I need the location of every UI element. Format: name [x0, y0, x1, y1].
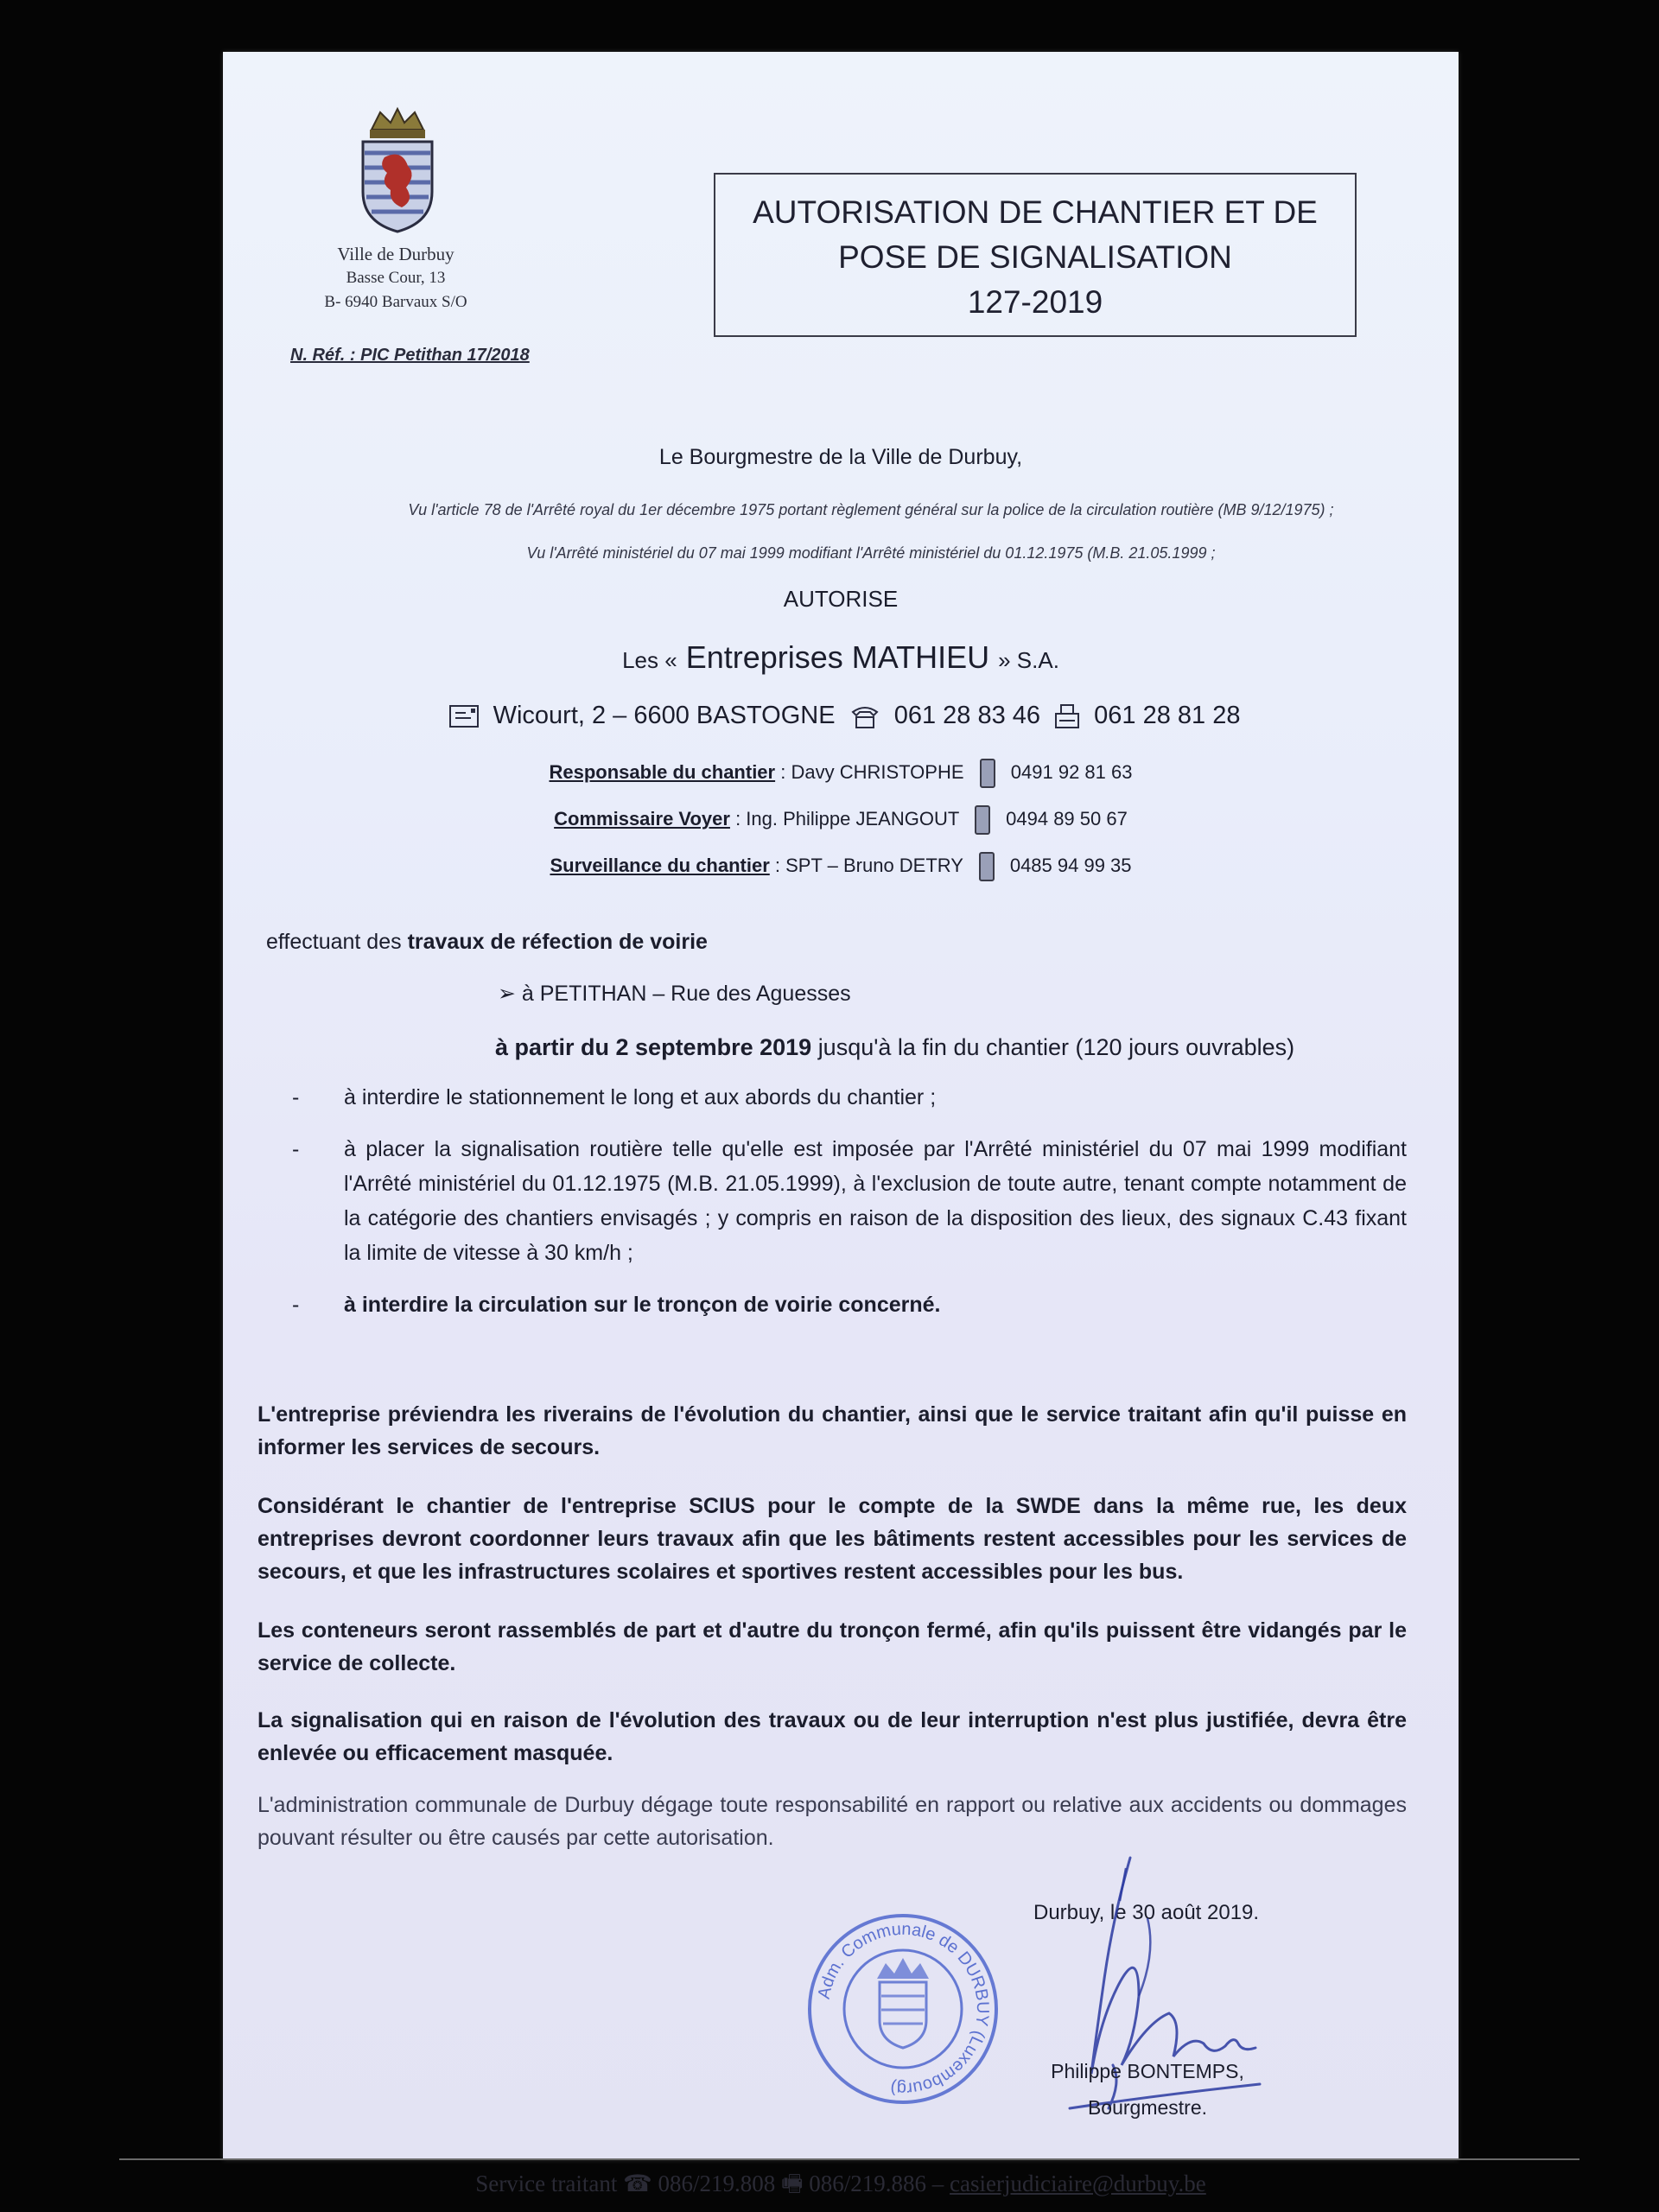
condition-text: à placer la signalisation routière telle qu'elle est imposée par l'Arrêté ministériel du 07 mai 1999 modifiant l'Arrêté ministériel du 01.12.1975 (M.B. 21.05.1999), à l'exclusion de toute autre, tenant compte notamment de la catégorie des chantiers envisagés ; y compris en raison de la disposition des lieux, des signaux C.43 fixant la limite de vitesse à 30 km/h ; — [344, 1137, 1407, 1265]
paragraph-conteneurs: Les conteneurs seront rassemblés de part et d'autre du tronçon fermé, afin qu'ils puissent être vidangés par le service de collecte. — [257, 1618, 1407, 1675]
condition-text: à interdire la circulation sur le tronçon de voirie concerné. — [344, 1293, 941, 1317]
footer-divider — [119, 2158, 1580, 2160]
city-address-line2: B- 6940 Barvaux S/O — [324, 293, 467, 311]
legal-basis-1: Vu l'article 78 de l'Arrêté royal du 1er décembre 1975 portant règlement général sur la police de la circulation routière (MB 9/12/1975) ; — [408, 501, 1334, 518]
company-name: Entreprises MATHIEU — [685, 639, 990, 675]
works-location-text: à PETITHAN – Rue des Aguesses — [521, 982, 851, 1006]
signature-date: Durbuy, le 30 août 2019. — [1033, 1901, 1260, 1924]
dash-bullet-icon: - — [292, 1293, 300, 1317]
contact-row — [223, 759, 1459, 788]
company-name-line — [223, 639, 1459, 676]
communal-seal-stamp — [804, 1910, 1002, 2108]
paragraph-riverains: L'entreprise préviendra les riverains de l'évolution du chantier, ainsi que le service traitant afin qu'il puisse en informer les services de secours. — [257, 1402, 1407, 1459]
arrow-bullet-icon: ➢ — [498, 982, 516, 1006]
mayor-line: Le Bourgmestre de la Ville de Durbuy, — [658, 445, 1023, 469]
company-prefix: Les « — [622, 647, 677, 673]
contact-mobile: 0491 92 81 63 — [1010, 760, 1133, 783]
contact-row — [223, 852, 1459, 881]
authorization-number: 127-2019 — [967, 284, 1103, 320]
contact-label: Responsable du chantier — [549, 760, 776, 783]
dash-bullet-icon: - — [292, 1085, 300, 1109]
seal-text: Adm. Communale de DURBUY (Luxembourg) — [814, 1919, 993, 2099]
title-line1: AUTORISATION DE CHANTIER ET DE — [753, 194, 1318, 230]
document-page — [223, 52, 1459, 2196]
contact-mobile: 0485 94 99 35 — [1009, 854, 1132, 876]
legal-basis-2: Vu l'Arrêté ministériel du 07 mai 1999 modifiant l'Arrêté ministériel du 01.12.1975 (M.B. 21.05.1999 ; — [526, 544, 1216, 562]
paragraph-responsabilite: L'administration communale de Durbuy dégage toute responsabilité en rapport ou relative aux accidents ou dommages pouvant résulter ou être causés par cette autorisation. — [257, 1793, 1407, 1850]
fax-icon: 🖷 — [781, 2171, 804, 2196]
footer-phone: 086/219.808 — [658, 2171, 776, 2196]
works-period — [495, 1030, 1659, 1065]
reference-number: N. Réf. : PIC Petithan 17/2018 — [290, 346, 530, 365]
title-line2: POSE DE SIGNALISATION — [838, 239, 1232, 275]
list-item — [292, 1080, 1407, 1115]
contact-person: : Davy CHRISTOPHE — [780, 760, 964, 783]
fax-icon — [1054, 703, 1080, 729]
mobile-phone-icon — [980, 759, 995, 788]
dash-bullet-icon: - — [292, 1137, 300, 1161]
paragraph-signalisation: La signalisation qui en raison de l'évolution des travaux ou de leur interruption n'est plus justifiée, devra être enlevée ou efficacement masquée. — [257, 1708, 1407, 1765]
telephone-icon: ☎ — [623, 2171, 652, 2196]
contact-row — [223, 805, 1459, 835]
contact-label: Surveillance du chantier — [550, 854, 770, 876]
footer-fax: 086/219.886 – — [809, 2171, 944, 2196]
works-location — [498, 976, 1659, 1011]
footer-service-label: Service traitant — [475, 2171, 618, 2196]
contact-person: : Ing. Philippe JEANGOUT — [735, 807, 959, 830]
signatory-role: Bourgmestre. — [1087, 2096, 1208, 2119]
footer-email-link[interactable]: casierjudiciaire@durbuy.be — [950, 2171, 1206, 2196]
works-end: jusqu'à la fin du chantier (120 jours ouvrables) — [817, 1034, 1295, 1060]
company-contact-line — [223, 702, 1459, 730]
city-address-line1: Basse Cour, 13 — [346, 269, 446, 287]
list-item — [292, 1287, 1407, 1322]
mobile-phone-icon — [975, 805, 990, 835]
condition-text: à interdire le stationnement le long et aux abords du chantier ; — [344, 1085, 937, 1109]
company-suffix: » S.A. — [998, 647, 1059, 673]
company-fax: 061 28 81 28 — [1094, 702, 1241, 729]
telephone-icon — [849, 703, 880, 729]
mail-icon — [448, 704, 480, 728]
contact-person: : SPT – Bruno DETRY — [774, 854, 963, 876]
signatory-name: Philippe BONTEMPS, — [1051, 2060, 1244, 2082]
contact-mobile: 0494 89 50 67 — [1006, 807, 1128, 830]
works-intro: effectuant des — [266, 930, 402, 954]
city-crest-icon — [354, 105, 441, 235]
autorise-heading: AUTORISE — [783, 586, 899, 612]
title-box — [714, 173, 1357, 337]
list-item — [292, 1132, 1407, 1270]
footer-contact — [223, 2167, 1459, 2207]
paragraph-coordination: Considérant le chantier de l'entreprise SCIUS pour le compte de la SWDE dans la même rue, les deux entreprises devront coordonner leurs travaux afin que les bâtiments restent accessibles pour les services de secours, et que les infrastructures scolaires et sportives restent accessibles pour les bus. — [257, 1494, 1407, 1584]
works-description — [266, 925, 1441, 959]
mobile-phone-icon — [979, 852, 995, 881]
works-type: travaux de réfection de voirie — [407, 930, 708, 954]
contact-label: Commissaire Voyer — [554, 807, 730, 830]
works-start-date: à partir du 2 septembre 2019 — [495, 1034, 812, 1060]
company-address: Wicourt, 2 – 6600 BASTOGNE — [493, 702, 836, 729]
city-name: Ville de Durbuy — [337, 244, 454, 264]
signatory-block — [1027, 2053, 1268, 2126]
city-address-block — [283, 242, 508, 315]
conditions-list — [292, 1080, 1407, 1339]
company-phone: 061 28 83 46 — [893, 702, 1041, 729]
